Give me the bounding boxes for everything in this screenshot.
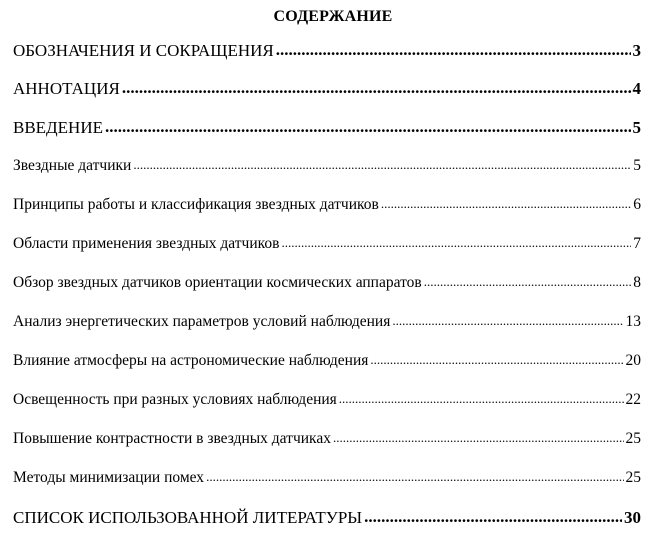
toc-entry-annotation[interactable] <box>13 79 641 101</box>
toc-entry-label: ВВЕДЕНИЕ <box>13 118 103 137</box>
toc-entry-operating-principles[interactable] <box>13 196 641 218</box>
toc-title: СОДЕРЖАНИЕ <box>273 8 393 25</box>
toc-entry-introduction[interactable] <box>13 118 641 140</box>
toc-dot-leader <box>133 157 631 173</box>
toc-entry-label: Области применения звездных датчиков <box>13 235 280 252</box>
toc-page-number: 30 <box>624 508 641 527</box>
toc-entry-contrast[interactable] <box>13 430 641 452</box>
toc-dot-leader <box>364 507 622 527</box>
toc-entry-abbreviations[interactable] <box>13 41 641 63</box>
toc-page-number: 22 <box>625 391 641 408</box>
toc-entry-applications[interactable] <box>13 235 641 257</box>
toc-page-number: 3 <box>632 41 641 60</box>
toc-page-number: 25 <box>625 430 641 447</box>
toc-page-number: 13 <box>625 313 641 330</box>
toc-dot-leader <box>339 391 624 407</box>
toc-dot-leader <box>381 196 631 212</box>
toc-page-number: 25 <box>625 469 641 486</box>
toc-dot-leader <box>105 117 631 137</box>
toc-entry-star-sensors[interactable] <box>13 157 641 179</box>
toc-entry-label: Методы минимизации помех <box>13 469 205 486</box>
toc-dot-leader <box>276 40 631 60</box>
toc-dot-leader <box>333 430 624 446</box>
toc-page-number: 7 <box>633 235 641 252</box>
toc-entry-atmosphere[interactable] <box>13 352 641 374</box>
toc-entry-energy-analysis[interactable] <box>13 313 641 335</box>
toc-dot-leader <box>122 78 631 98</box>
toc-page-number: 4 <box>632 79 641 98</box>
toc-entry-noise-methods[interactable] <box>13 469 641 491</box>
toc-page-number: 5 <box>632 118 641 137</box>
toc-entry-label: Освещенность при разных условиях наблюдения <box>13 391 337 408</box>
toc-dot-leader <box>392 313 623 329</box>
toc-entry-sensor-review[interactable] <box>13 274 641 296</box>
toc-page-number: 6 <box>633 196 641 213</box>
toc-page-number: 8 <box>633 274 641 291</box>
toc-entry-label: ОБОЗНАЧЕНИЯ И СОКРАЩЕНИЯ <box>13 41 274 60</box>
toc-dot-leader <box>370 352 623 368</box>
toc-page-number: 20 <box>625 352 641 369</box>
toc-page-number: 5 <box>633 157 641 174</box>
toc-entry-label: Влияние атмосферы на астрономические наблюдения <box>13 352 369 369</box>
toc-entry-label: Принципы работы и классификация звездных датчиков <box>13 196 379 213</box>
toc-entry-label: Анализ энергетических параметров условий наблюдения <box>13 313 391 330</box>
toc-entry-label: АННОТАЦИЯ <box>13 79 120 98</box>
toc-dot-leader <box>281 235 631 251</box>
toc-entry-references[interactable] <box>13 508 641 530</box>
toc-entry-label: Обзор звездных датчиков ориентации космических аппаратов <box>13 274 422 291</box>
toc-entry-label: СПИСОК ИСПОЛЬЗОВАННОЙ ЛИТЕРАТУРЫ <box>13 508 363 527</box>
toc-dot-leader <box>206 469 623 485</box>
toc-entry-label: Повышение контрастности в звездных датчиках <box>13 430 331 447</box>
toc-entry-illumination[interactable] <box>13 391 641 413</box>
toc-dot-leader <box>424 274 632 290</box>
toc-entry-label: Звездные датчики <box>13 157 132 174</box>
